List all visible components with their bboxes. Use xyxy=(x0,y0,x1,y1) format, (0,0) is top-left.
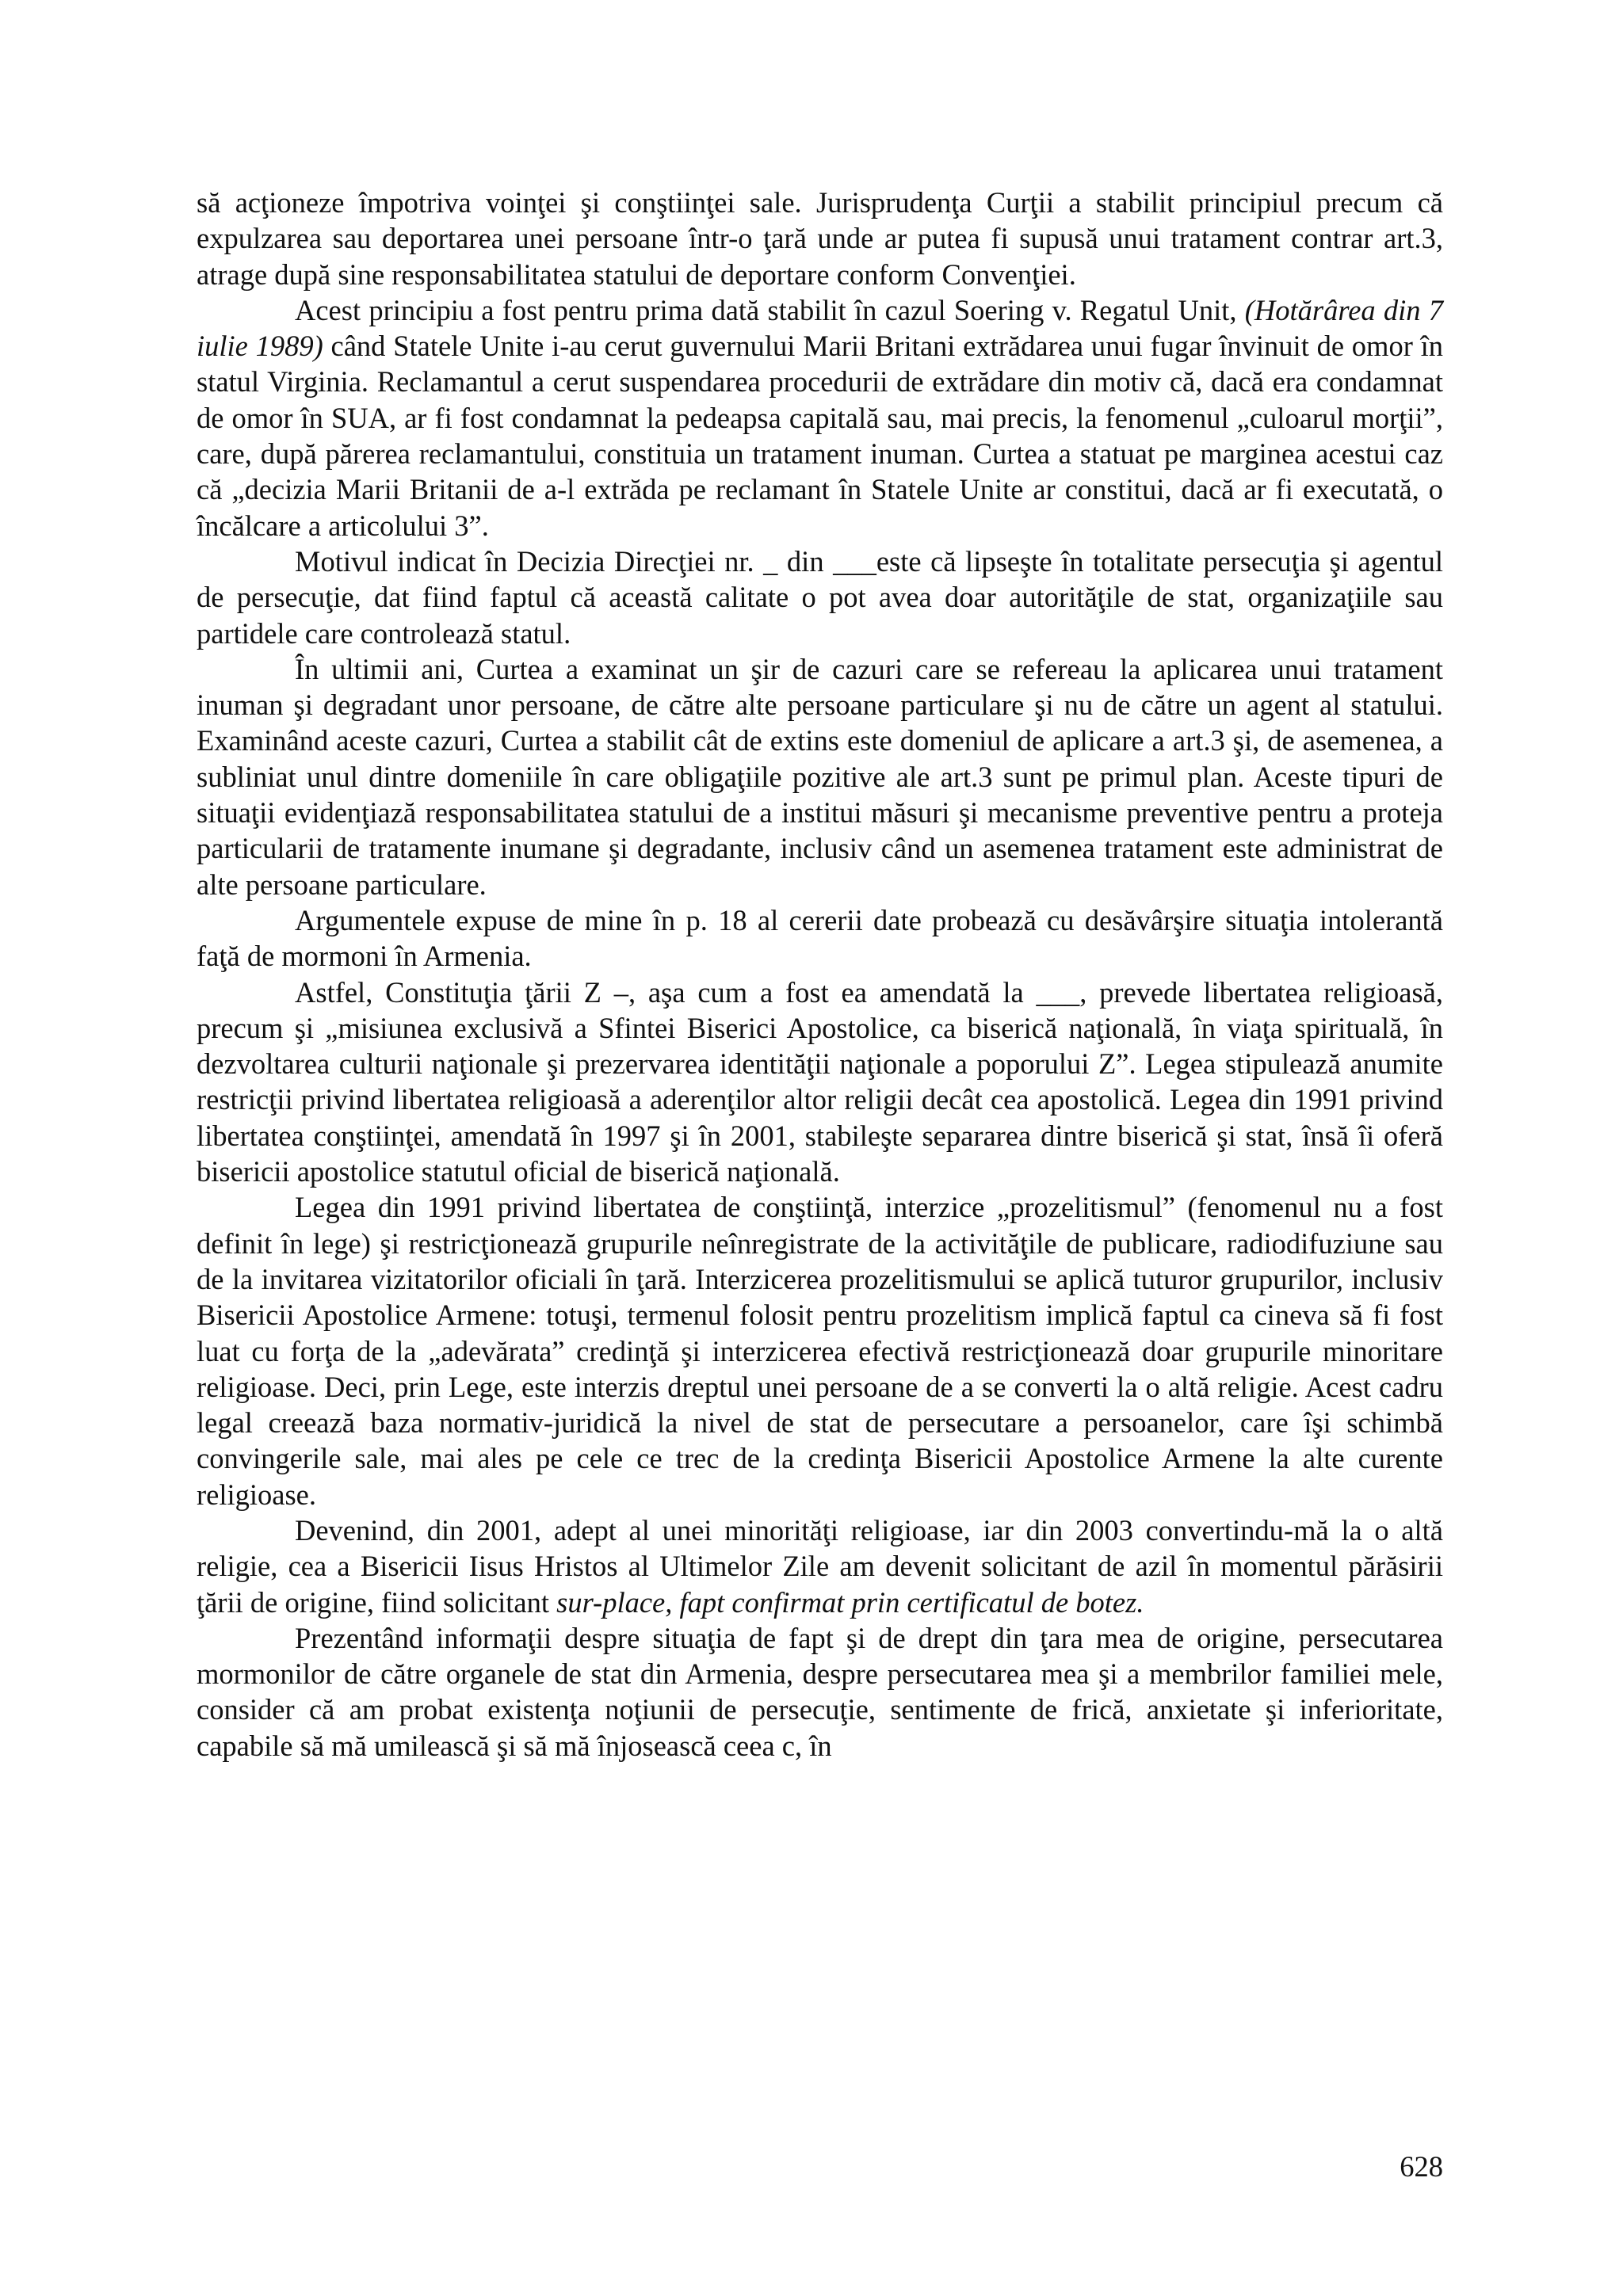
document-page xyxy=(197,185,1443,1764)
paragraph-5: Argumentele expuse de mine în p. 18 al cererii date probează cu desăvârşire situaţia intolerantă faţă de mormoni în Armenia. xyxy=(197,903,1443,973)
paragraph-3: Motivul indicat în Decizia Direcţiei nr. _ din ___este că lipseşte în totalitate persecuţia şi agentul de persecuţie, dat fiind faptul că această calitate o pot avea doar autorităţile de stat, organizaţiile sau partidele care controlează statul. xyxy=(197,544,1443,650)
paragraph-6: Astfel, Constituţia ţării Z –, aşa cum a fost ea amendată la ___, prevede libertatea religioasă, precum şi „misiunea exclusivă a Sfintei Biserici Apostolice, ca biserică naţională, în viaţa spirituală, în dezvoltarea culturii naţionale şi prezervarea identităţii naţionale a poporului Z”. Legea stipulează anumite restricţii privind libertatea religioasă a aderenţilor altor religii decât cea apostolică. Legea din 1991 privind libertatea conştiinţei, amendată în 1997 şi în 2001, stabileşte separarea dintre biserică şi stat, însă îi oferă bisericii apostolice statutul oficial de biserică naţională. xyxy=(197,975,1443,1188)
paragraph-2-text-before: Acest principiu a fost pentru prima dată stabilit în cazul Soering v. Regatul Unit, xyxy=(295,293,1245,326)
paragraph-2 xyxy=(197,292,1443,543)
paragraph-8-italic-phrase: sur-place, fapt confirmat prin certificatul de botez. xyxy=(556,1585,1144,1619)
paragraph-7: Legea din 1991 privind libertatea de conştiinţă, interzice „prozelitismul” (fenomenul nu a fost definit în lege) şi restricţionează grupurile neînregistrate de la activităţile de publicare, radiodifuziune sau de la invitarea vizitatorilor oficiali în ţară. Interzicerea prozelitismului se aplică tuturor grupurilor, inclusiv Bisericii Apostolice Armene: totuşi, termenul folosit pentru prozelitism implică faptul ca cineva să fi fost luat cu forţa de la „adevărata” credinţă şi interzicerea efectivă restricţionează doar grupurile minoritare religioase. Deci, prin Lege, este interzis dreptul unei persoane de a se converti la o altă religie. Acest cadru legal creează baza normativ-juridică la nivel de stat de persecutare a persoanelor, care îşi schimbă convingerile sale, mai ales pe cele ce trec de la credinţa Bisericii Apostolice Armene la alte curente religioase. xyxy=(197,1191,1443,1511)
paragraph-2-text-after: când Statele Unite i-au cerut guvernului Marii Britani extrădarea unui fugar învinuit de omor în statul Virginia. Reclamantul a cerut suspendarea procedurii de extrădare din motiv că, dacă era condamnat de omor în SUA, ar fi fost condamnat la pedeapsa capitală sau, mai precis, la fenomenul „culoarul morţii”, care, după părerea reclamantului, constituia un tratament inuman. Curtea a statuat pe marginea acestui caz că „decizia Marii Britanii de a-l extrăda pe reclamant în Statele Unite ar constitui, dacă ar fi executată, o încălcare a articolului 3”. xyxy=(197,330,1443,542)
paragraph-9: Prezentând informaţii despre situaţia de fapt şi de drept din ţara mea de origine, persecutarea mormonilor de către organele de stat din Armenia, despre persecutarea mea şi a membrilor familiei mele, consider că am probat existenţa noţiunii de persecuţie, sentimente de frică, anxietate şi inferioritate, capabile să mă umilească şi să mă înjosească ceea c, în xyxy=(197,1621,1443,1762)
paragraph-2-italic-citation: (Hotărârea din 7 iulie 1989) xyxy=(197,293,1443,363)
page-number: 628 xyxy=(1400,2150,1443,2183)
paragraph-8 xyxy=(197,1512,1443,1620)
paragraph-1: să acţioneze împotriva voinţei şi conştiinţei sale. Jurisprudenţa Curţii a stabilit principiul precum că expulzarea sau deportarea unei persoane într-o ţară unde ar putea fi supusă unui tratament contrar art.3, atrage după sine responsabilitatea statului de deportare conform Convenţiei. xyxy=(197,186,1443,291)
paragraph-4: În ultimii ani, Curtea a examinat un şir de cazuri care se refereau la aplicarea unui tratament inuman şi degradant unor persoane, de către alte persoane particulare şi nu de către un agent al statului. Examinând aceste cazuri, Curtea a stabilit cât de extins este domeniul de aplicare a art.3 şi, de asemenea, a subliniat unul dintre domeniile în care obligaţiile pozitive ale art.3 sunt pe primul plan. Aceste tipuri de situaţii evidenţiază responsabilitatea statului de a institui măsuri şi mecanisme preventive pentru a proteja particularii de tratamente inumane şi degradante, inclusiv când un asemenea tratament este administrat de alte persoane particulare. xyxy=(197,652,1443,901)
paragraph-8-text-before: Devenind, din 2001, adept al unei minorităţi religioase, iar din 2003 convertindu-mă la o altă religie, cea a Bisericii Iisus Hristos al Ultimelor Zile am devenit solicitant de azil în momentul părăsirii ţării de origine, fiind solicitant xyxy=(197,1513,1443,1619)
